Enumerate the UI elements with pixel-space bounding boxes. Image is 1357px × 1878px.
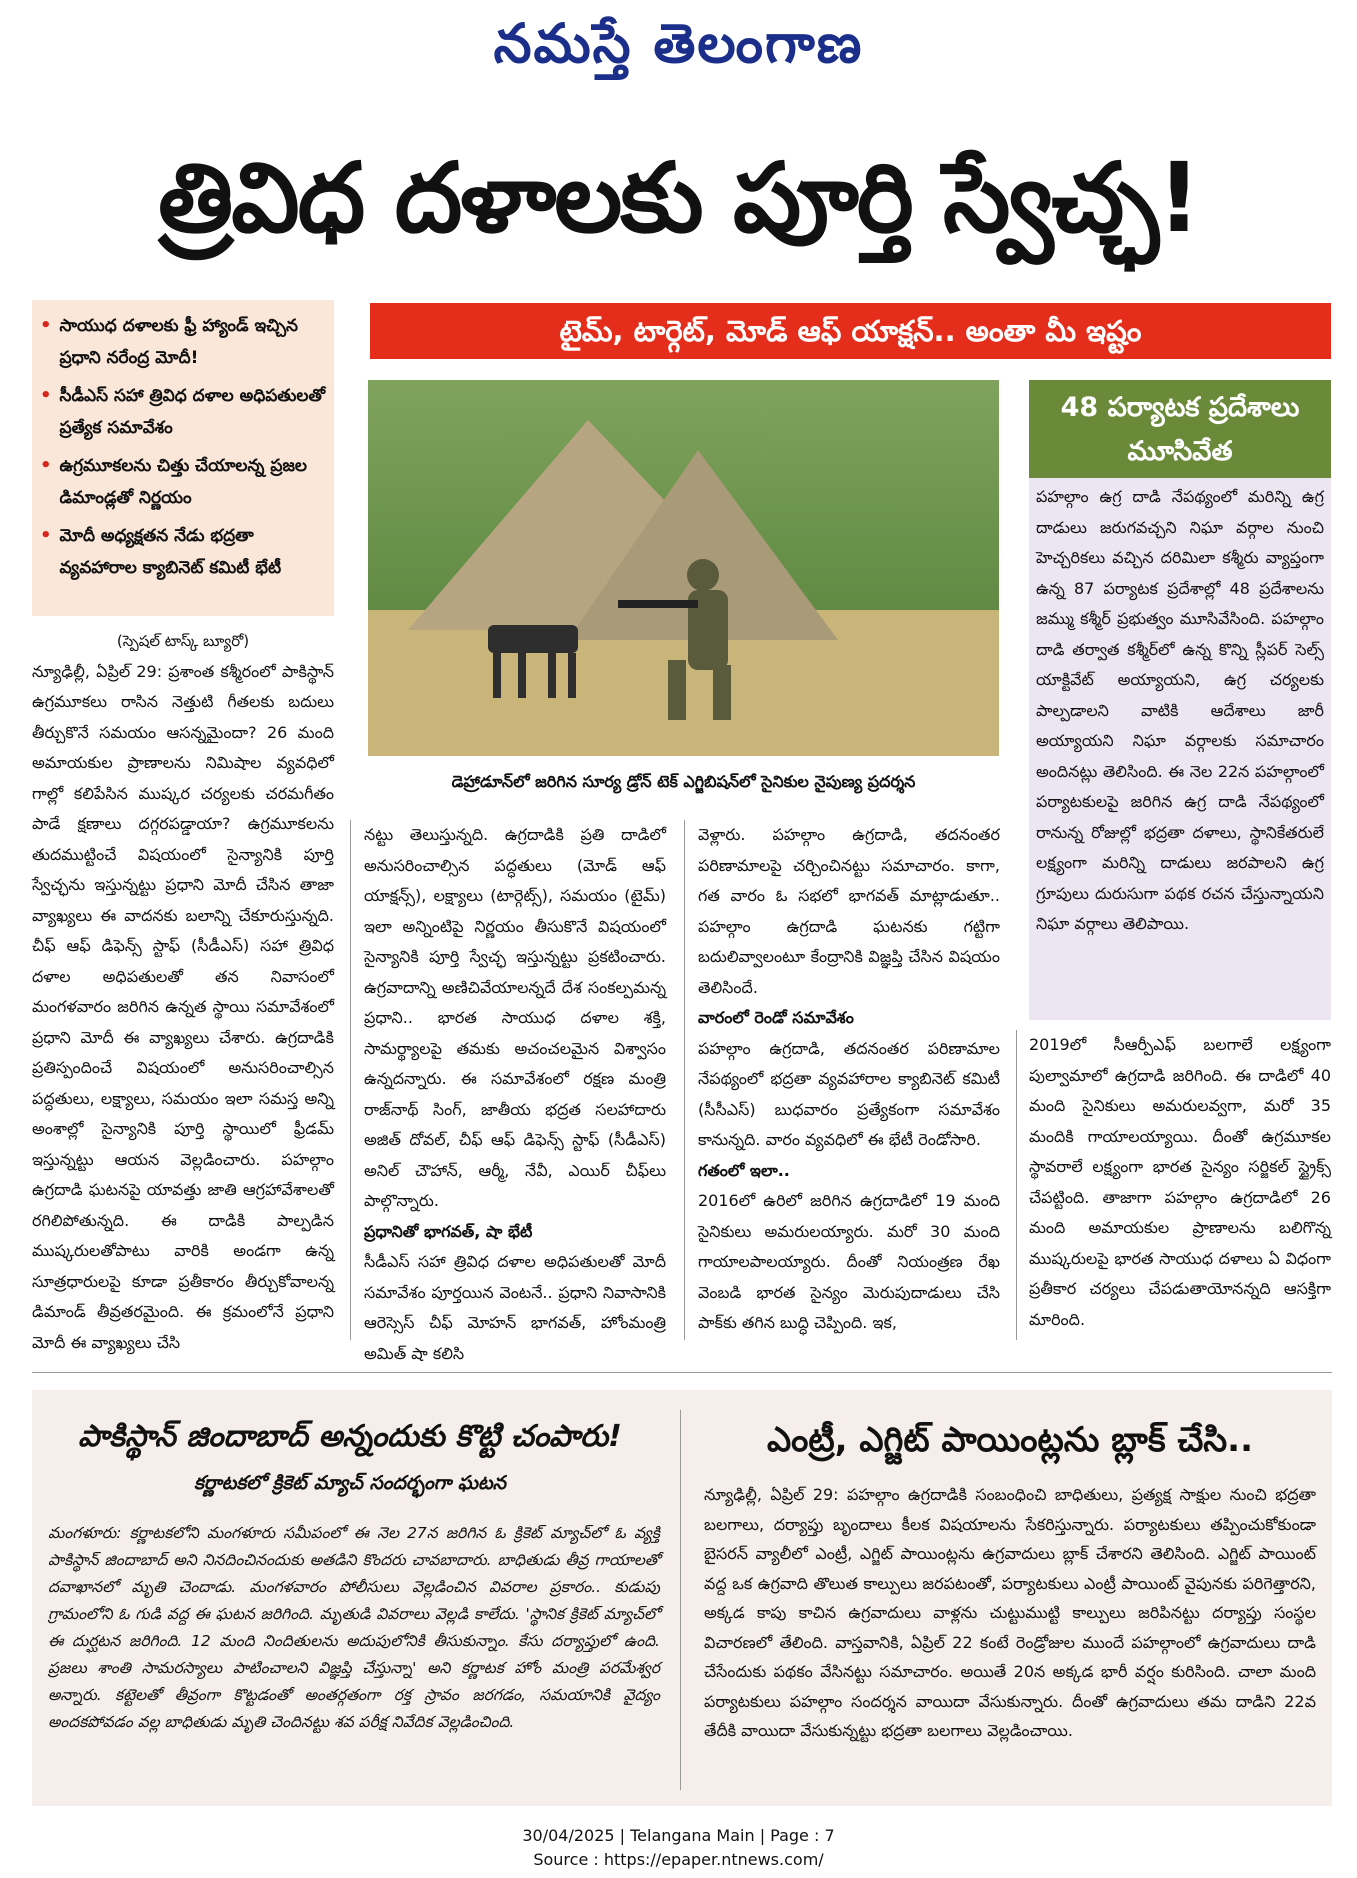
footer-source-link[interactable]: Source : https://epaper.ntnews.com/ [533, 1850, 824, 1869]
sidebar-box-body: పహల్గాం ఉగ్ర దాడి నేపథ్యంలో మరిన్ని ఉగ్ర దాడులు జరుగవచ్చని నిఘా వర్గాల నుంచి హెచ్చరికలు వచ్చిన దరిమిలా కశ్మీరు వ్యాప్తంగా ఉన్న 87 పర్యాటక ప్రదేశాల్లో 48 ప్రదేశాలను జమ్ము కశ్మీర్ ప్రభుత్వం మూసివేసింది. పహల్గాం దాడి తర్వాత కశ్మీర్‌లో ఉన్న కొన్ని స్లీపర్ సెల్స్ యాక్టివేట్ అయ్యాయని, ఉగ్ర చర్యలకు పాల్పడాలని వాటికి ఆదేశాలు జారీ అయ్యాయని నిఘా వర్గాలకు సమాచారం అందినట్లు తెలిసింది. ఈ నెల 22న పహల్గాంలో పర్యాటకులపై జరిగిన ఉగ్ర దాడి నేపథ్యంలో రానున్న రోజుల్లో భద్రతా దళాలు, స్థానికేతరులే లక్ష్యంగా మరిన్ని దాడులు జరపాలని ఉగ్ర గ్రూపులు దురుసుగా పథక రచన చేస్తున్నాయని నిఘా వర్గాలు తెలిపాయి. [1036, 487, 1324, 933]
article-text: వెళ్లారు. పహల్గాం ఉగ్రదాడి, తదనంతర పరిణామాలపై చర్చించినట్టు సమాచారం. కాగా, గత వారం ఓ సభలో భాగవత్ మాట్లాడుతూ.. పహల్గాం ఉగ్రదాడి ఘటనకు గట్టిగా బదులివ్వాలంటూ కేంద్రానికి విజ్ఞప్తి చేసిన విషయం తెలిసిందే. [698, 825, 1000, 997]
bullet-item: • మోదీ అధ్యక్షతన నేడు భద్రతా వ్యవహారాల క్యాబినెట్ కమిటీ భేటీ [40, 520, 326, 584]
bullet-dot-icon: • [40, 455, 52, 476]
sidebar-box-title: 48 పర్యాటక ప్రదేశాలు మూసివేత [1029, 380, 1331, 478]
bullet-item: • ఉగ్రమూకలను చిత్తు చేయాలన్న ప్రజల డిమాండ్లతో నిర్ణయం [40, 450, 326, 514]
article-text: 2019లో సీఆర్పీఎఫ్ బలగాలే లక్ష్యంగా పుల్వామాలో ఉగ్రదాడి జరిగింది. ఈ దాడిలో 40 మంది సైనికులు అమరులవ్వగా, మరో 35 మందికి గాయాలయ్యాయి. దీంతో ఉగ్రమూకల స్థావరాలే లక్ష్యంగా భారత సైన్యం సర్జికల్ స్ట్రైక్స్ చేపట్టింది. తాజాగా పహల్గాం ఉగ్రదాడిలో 26 మంది అమాయకుల ప్రాణాలను బలిగొన్న ముష్కరులపై భారత సాయుధ దళాలు ఏ విధంగా ప్రతీకార చర్యలు చేపడుతాయోనన్నది ఆసక్తిగా మారింది. [1029, 1035, 1331, 1329]
section-divider [32, 1372, 1332, 1373]
footer-date-page: 30/04/2025 | Telangana Main | Page : 7 [522, 1826, 835, 1845]
bullet-item: • సాయుధ దళాలకు ఫ్రీ హ్యాండ్ ఇచ్చిన ప్రధాని నరేంద్ర మోదీ! [40, 310, 326, 374]
section-heading: ప్రధానితో భాగవత్, షా భేటీ [364, 1221, 533, 1241]
article-column-1 [32, 626, 334, 1352]
subheadline-bar: టైమ్, టార్గెట్, మోడ్ ఆఫ్ యాక్షన్.. అంతా మీ ఇష్టం [370, 303, 1331, 359]
article-text: సీడీఎస్ సహా త్రివిధ దళాల అధిపతులతో మోదీ సమావేశం పూర్తయిన వెంటనే.. ప్రధాని నివాసానికి ఆరెస్సెస్ చీఫ్ మోహన్ భాగవత్, హోంమంత్రి అమిత్ షా కలిసి [364, 1252, 666, 1363]
article-text: న్యూఢిల్లీ, ఏప్రిల్ 29: ప్రశాంత కశ్మీరంలో పాకిస్థాన్ ఉగ్రమూకలు రాసిన నెత్తుటి గీతలకు బదులు తీర్చుకొనే సమయం ఆసన్నమైందా? 26 మంది అమాయకుల ప్రాణాలను నిమిషాల వ్యవధిలో గాల్లో కలిపేసిన ముష్కర చర్యలకు చరమగీతం పాడే క్షణాలు దగ్గరపడ్డాయా? ఉగ్రమూకలను తుదముట్టించే విషయంలో సైన్యానికి పూర్తి స్వేచ్ఛను ఇస్తున్నట్టు ప్రధాని మోదీ చేసిన తాజా వ్యాఖ్యలు ఈ వాదనకు బలాన్ని చేకూరుస్తున్నది. చీఫ్ ఆఫ్ డిఫెన్స్ స్టాఫ్ (సీడీఎస్) సహా త్రివిధ దళాల అధిపతులతో తన నివాసంలో మంగళవారం జరిగిన ఉన్నత స్థాయి సమావేశంలో ప్రధాని మోదీ ఈ వ్యాఖ్యలు చేశారు. ఉగ్రదాడికి ప్రతిస్పందించే విషయంలో అనుసరించాల్సిన పద్ధతులు, లక్ష్యాలు, సమయం ఇలా సమస్త అన్ని అంశాల్లో సైన్యానికి పూర్తి స్థాయిలో ఫ్రీడమ్ ఇస్తున్నట్టు ఆయన వెల్లడించారు. పహల్గాం ఉగ్రదాడి ఘటనపై యావత్తు జాతి ఆగ్రహావేశాలతో రగిలిపోతున్నది. ఈ దాడికి పాల్పడిన ముష్కరులతోపాటు వారికి అండగా ఉన్న సూత్రధారులపై కూడా ప్రతీకారం తీర్చుకోవాలన్న డిమాండ్ తీవ్రతరమైంది. ఈ క్రమంలోనే ప్రధాని మోదీ ఈ వ్యాఖ్యలు చేసి [32, 661, 334, 1352]
section-heading: వారంలో రెండో సమావేశం [698, 1008, 854, 1027]
article-column-3 [698, 820, 1000, 1340]
bottom-story-2-body: న్యూఢిల్లీ, ఏప్రిల్ 29: పహల్గాం ఉగ్రదాడికి సంబంధించి బాధితులు, ప్రత్యక్ష సాక్షుల నుంచి భద్రతా బలగాలు, దర్యాప్తు బృందాలు కీలక విషయాలను సేకరిస్తున్నారు. పర్యాటకులు తప్పించుకోకుండా బైసరన్ వ్యాలీలో ఎంట్రీ, ఎగ్జిట్ పాయింట్లను ఉగ్రవాదులు బ్లాక్ చేశారని తెలిసింది. ఎగ్జిట్ పాయింట్ వద్ద ఒక ఉగ్రవాది తొలుత కాల్పులు జరపటంతో, పర్యాటకులు ఎంట్రీ పాయింట్ వైపునకు పరిగెత్తారని, అక్కడ కాపు కాచిన ఉగ్రవాదులు వాళ్లను చుట్టుముట్టి కాల్పులు జరిపినట్టు దర్యాప్తు సంస్థల విచారణలో తేలింది. వాస్తవానికి, ఏప్రిల్ 22 కంటే రెండ్రోజుల ముందే పహల్గాంలో ఉగ్రవాదులు దాడి చేసేందుకు పథకం వేసినట్టు సమాచారం. అయితే 20న అక్కడ భారీ వర్షం కురిసింది. చాలా మంది పర్యాటకులు పహల్గాం సందర్శన వాయిదా వేసుకున్నారు. దీంతో ఉగ్రవాదులు తమ దాడిని 22వ తేదీకి వాయిదా వేసుకున్నట్టు భద్రతా బలగాలు వెల్లడించాయి. [704, 1485, 1316, 1740]
article-column-2 [364, 820, 666, 1363]
bottom-story-1-body: మంగళూరు: కర్ణాటకలోని మంగళూరు సమీపంలో ఈ నెల 27న జరిగిన ఓ క్రికెట్ మ్యాచ్‌లో ఓ వ్యక్తి పాకిస్థాన్ జిందాబాద్ అని నినదించినందుకు అతడిని కొందరు చావబాదారు. బాధితుడు తీవ్ర గాయాలతో దవాఖానలో మృతి చెందాడు. మంగళవారం పోలీసులు వెల్లడించిన వివరాల ప్రకారం.. కుడుపు గ్రామంలోని ఓ గుడి వద్ద ఈ ఘటన జరిగింది. మృతుడి వివరాలు వెల్లడి కాలేదు. 'స్థానిక క్రికెట్ మ్యాచ్‌లో ఈ దుర్ఘటన జరిగింది. 12 మంది నిందితులను అదుపులోనికి తీసుకున్నాం. కేసు దర్యాప్తులో ఉంది. ప్రజలు శాంతి సామరస్యాలు పాటించాలని విజ్ఞప్తి చేస్తున్నా' అని కర్ణాటక హోం మంత్రి పరమేశ్వర అన్నారు. కట్టెలతో తీవ్రంగా కొట్టడంతో అంతర్గతంగా రక్త స్రావం జరగడం, సమయానికి వైద్యం అందకపోవడం వల్ల బాధితుడు మృతి చెందినట్టు శవ పరీక్ష నివేదిక వెల్లడించింది. [48, 1524, 660, 1731]
column-divider [1016, 1030, 1017, 1340]
bullet-item: • సీడీఎస్ సహా త్రివిధ దళాల అధిపతులతో ప్రత్యేక సమావేశం [40, 380, 326, 444]
byline: (స్పెషల్ టాస్క్ బ్యూరో) [116, 632, 250, 650]
photo-caption: డెహ్రాడూన్‌లో జరిగిన సూర్య డ్రోన్ టెక్ ఎగ్జిబిషన్‌లో సైనికుల నైపుణ్య ప్రదర్శన [451, 772, 916, 791]
bottom-story-1-subheadline: కర్ణాటకలో క్రికెట్ మ్యాచ్ సందర్భంగా ఘటన [193, 1472, 506, 1494]
column-divider [680, 1410, 681, 1790]
article-text: 2016లో ఉరిలో జరిగిన ఉగ్రదాడిలో 19 మంది సైనికులు అమరులయ్యారు. మరో 30 మంది గాయాలపాలయ్యారు. దీంతో నియంత్రణ రేఖ వెంబడి భారత సైన్యం మెరుపుదాడులు చేసి పాక్‌కు తగిన బుద్ధి చెప్పింది. ఇక, [698, 1191, 1000, 1332]
article-text: పహల్గాం ఉగ్రదాడి, తదనంతర పరిణామాల నేపథ్యంలో భద్రతా వ్యవహారాల క్యాబినెట్ కమిటీ (సీసీఎస్) బుధవారం ప్రత్యేకంగా సమావేశం కానున్నది. వారం వ్యవధిలో ఈ భేటీ రెండోసారి. [698, 1038, 1000, 1149]
bullet-dot-icon: • [40, 525, 52, 546]
article-text: నట్టు తెలుస్తున్నది. ఉగ్రదాడికి ప్రతి దాడిలో అనుసరించాల్సిన పద్ధతులు (మోడ్ ఆఫ్ యాక్షన్స్), లక్ష్యాలు (టార్గెట్స్), సమయం (టైమ్) ఇలా అన్నింటిపై నిర్ణయం తీసుకొనే విషయంలో సైన్యానికి పూర్తి స్వేచ్ఛ ఇస్తున్నట్టు ప్రకటించారు. ఉగ్రవాదాన్ని అణిచివేయాలన్నదే దేశ సంకల్పమన్న ప్రధాని.. భారత సాయుధ దళాల శక్తి, సామర్థ్యాలపై తమకు అచంచలమైన విశ్వాసం ఉన్నదన్నారు. ఈ సమావేశంలో రక్షణ మంత్రి రాజ్‌నాథ్ సింగ్, జాతీయ భద్రత సలహాదారు అజిత్ దోవల్, చీఫ్ ఆఫ్ డిఫెన్స్ స్టాఫ్ (సీడీఎస్) అనిల్ చౌహాన్, ఆర్మీ, నేవీ, ఎయిర్ చీఫ్‌లు పాల్గొన్నారు. [364, 825, 666, 1210]
column-divider [350, 820, 351, 1340]
bottom-story-2-headline: ఎంట్రీ, ఎగ్జిట్ పాయింట్లను బ్లాక్ చేసి.. [766, 1420, 1254, 1460]
bullet-dot-icon: • [40, 315, 52, 336]
column-divider [684, 820, 685, 1340]
masthead-logo: నమస్తే తెలంగాణ [493, 11, 864, 75]
bullet-dot-icon: • [40, 385, 52, 406]
news-photo [368, 380, 999, 756]
section-heading: గతంలో ఇలా.. [698, 1160, 790, 1180]
headline: త్రివిధ దళాలకు పూర్తి స్వేచ్ఛ! [158, 142, 1199, 254]
article-column-4 [1029, 1030, 1331, 1340]
bullet-points-box [32, 300, 334, 616]
bottom-story-1-headline: పాకిస్థాన్ జిందాబాద్ అన్నందుకు కొట్టి చంపారు! [78, 1419, 622, 1454]
